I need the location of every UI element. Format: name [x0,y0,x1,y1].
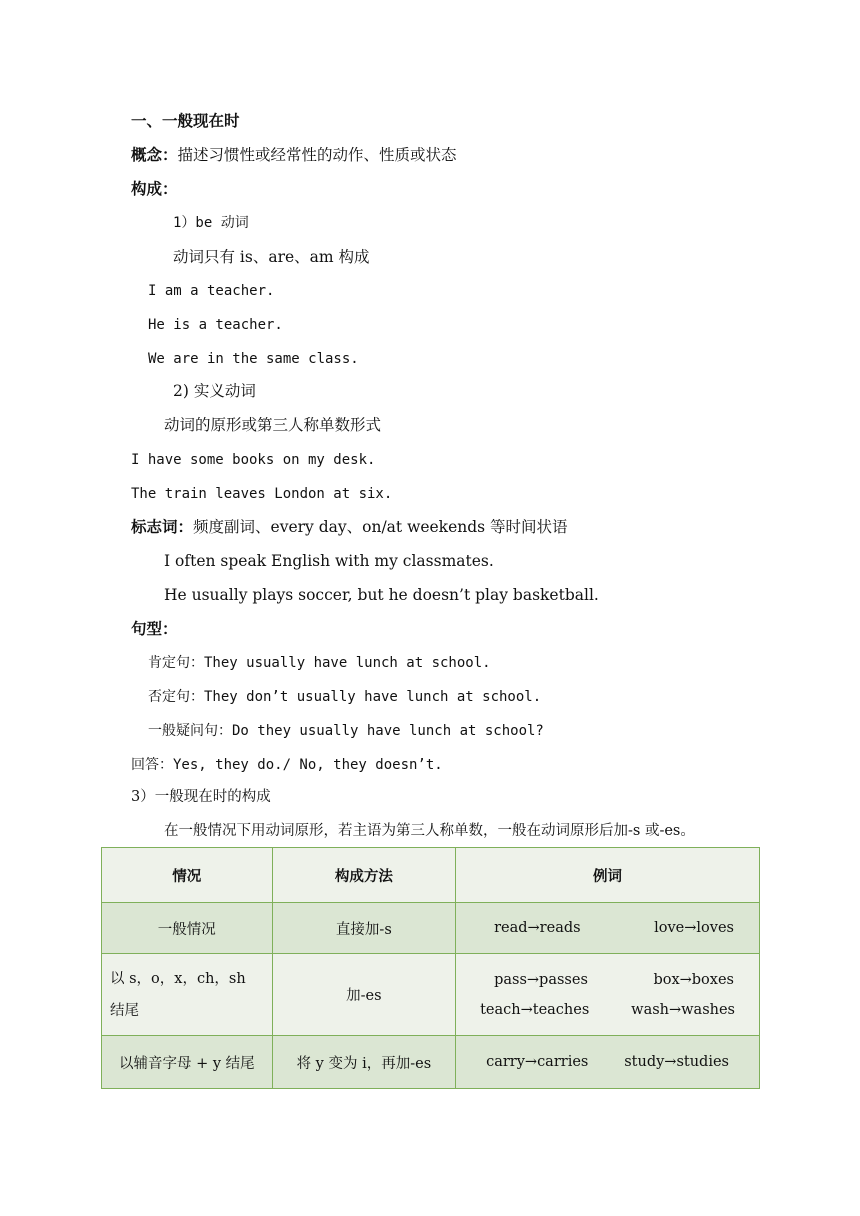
be-verb-title: 1）be 动词 [173,215,249,231]
example-word: pass→passes [494,971,588,988]
example-word: box→boxes [653,971,734,988]
notional-example-1: I have some books on my desk. [131,452,376,468]
condition-text: 以 s，o，x，ch，sh 结尾 [110,970,246,1019]
example-word: wash→washes [631,1001,735,1018]
conjugation-table [101,847,760,1089]
notional-verb-desc: 动词的原形或第三人称单数形式 [164,416,382,434]
concept-text: 描述习惯性或经常性的动作、性质或状态 [177,146,457,164]
marker-example-2: He usually plays soccer, but he doesn’t play basketball. [164,586,599,604]
third-person-desc: 在一般情况下用动词原形，若主语为第三人称单数，一般在动词原形后加-s 或-es。 [164,823,695,839]
example-word: read→reads [494,920,581,936]
method-cell: 直接加-s [272,903,455,954]
example-word: teach→teaches [480,1001,590,1018]
header-condition: 情况 [102,848,273,903]
section-heading: 一、一般现在时 [131,111,240,130]
concept-label: 概念： [131,145,178,164]
examples-cell [456,903,760,954]
examples-cell [456,1036,760,1089]
condition-cell: 以辅音字母 + y 结尾 [102,1036,273,1089]
be-example-2: He is a teacher. [148,317,283,333]
question-sentence: 一般疑问句：Do they usually have lunch at school? [148,723,544,739]
formation-label: 构成： [131,179,178,198]
example-word: study→studies [624,1054,729,1070]
be-example-1: I am a teacher. [148,283,275,299]
sentence-patterns-label: 句型： [131,619,178,638]
method-cell: 加-es [272,954,455,1036]
table-header-row [102,848,760,903]
markers-text: 频度副词、every day、on/at weekends 等时间状语 [193,518,568,536]
notional-example-2: The train leaves London at six. [131,486,393,502]
concept-line [131,145,457,165]
be-verb-desc: 动词只有 is、are、am 构成 [173,248,370,266]
answer-sentence: 回答：Yes, they do./ No, they doesn’t. [131,757,443,773]
table-row [102,903,760,954]
header-examples: 例词 [456,848,760,903]
condition-cell: 一般情况 [102,903,273,954]
markers-line [131,517,568,537]
markers-label: 标志词： [131,517,194,536]
examples-cell [456,954,760,1036]
condition-cell [102,954,273,1036]
marker-example-1: I often speak English with my classmates. [164,552,494,570]
example-word: love→loves [654,920,734,936]
affirmative-sentence: 肯定句：They usually have lunch at school. [148,655,491,671]
notional-verb-title: 2) 实义动词 [173,382,256,400]
method-cell: 将 y 变为 i，再加-es [272,1036,455,1089]
third-person-title: 3）一般现在时的构成 [131,789,271,805]
be-example-3: We are in the same class. [148,351,359,367]
example-word: carry→carries [486,1054,589,1070]
negative-sentence: 否定句：They don’t usually have lunch at school. [148,689,542,705]
table-row [102,1036,760,1089]
table-row [102,954,760,1036]
header-method: 构成方法 [272,848,455,903]
